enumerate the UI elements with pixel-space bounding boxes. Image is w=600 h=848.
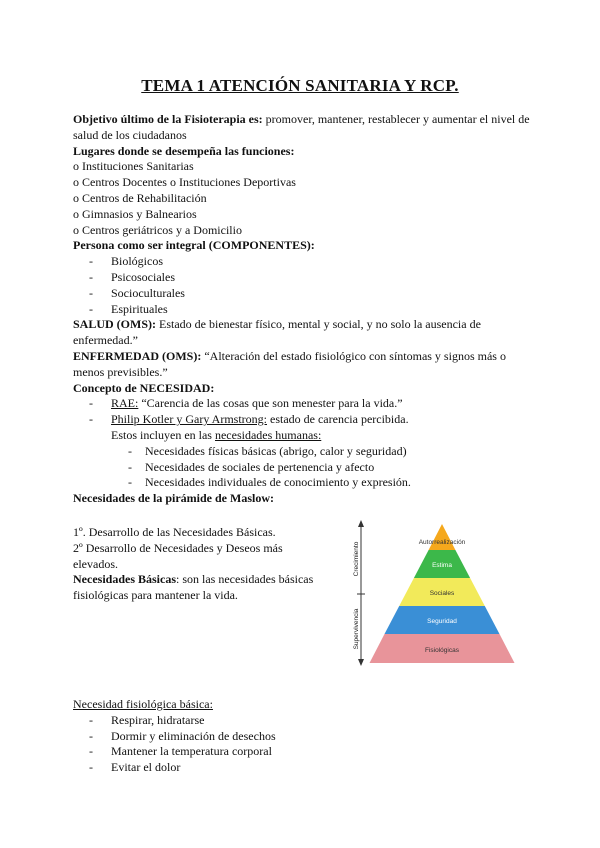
salud-text: Estado de bienestar físico, mental y social, y no solo la ausencia de enfermedad.” [73,317,481,348]
objetivo-paragraph [73,112,533,144]
lugares-item: o Centros geriátricos y a Domicilio [73,222,242,237]
list-item: - Dormir y eliminación de desechos [73,729,533,745]
pyramid-level-autorrealizacion [429,524,456,550]
list-item: - Espirituales [73,302,533,318]
page-title: TEMA 1 ATENCIÓN SANITARIA Y RCP. [141,76,459,95]
lugares-heading: Lugares donde se desempeña las funciones: [73,143,295,158]
axis-label-bottom: Supervivencia [353,608,360,650]
lugares-item: o Centros de Rehabilitación [73,190,207,205]
axis-arrow-up [358,520,364,527]
necesidad-heading: Concepto de NECESIDAD: [73,380,215,395]
necesidades-humanas-label: necesidades humanas: [214,427,322,442]
rae-text: “Carencia de las cosas que son menester para la vida.” [138,396,403,411]
maslow-section [73,516,533,671]
incluyen-paragraph: Estos incluyen en las necesidades humanas: [111,427,322,442]
pyramid-label-autorrealizacion: Autorrealización [418,538,466,546]
fisiologica-heading: Necesidad fisiológica básica: [73,696,213,711]
persona-heading: Persona como ser integral (COMPONENTES): [73,238,315,253]
maslow-pyramid [348,516,518,666]
list-item: - Necesidades individuales de conocimiento y expresión. [73,475,533,491]
maslow-heading: Necesidades de la pirámide de Maslow: [73,491,274,506]
list-item: - Necesidades de sociales de pertenencia y afecto [73,460,533,476]
kotler-text: estado de carencia percibida. [267,412,409,427]
list-item: - Necesidades físicas básicas (abrigo, calor y seguridad) [73,444,533,460]
list-item: - Evitar el dolor [73,760,533,776]
list-item: - Biológicos [73,254,533,270]
objetivo-text: promover, mantener, restablecer y aumentar el nivel de salud de los ciudadanos [73,112,530,142]
maslow-line-2: 2º Desarrollo de Necesidades y Deseos más elevados. [73,540,283,571]
pyramid-label-sociales: Sociales [429,589,455,597]
document-content [73,112,533,776]
list-item: - Psicosociales [73,270,533,286]
list-item: - Respirar, hidratarse [73,713,533,729]
maslow-line-1: 1º. Desarrollo de las Necesidades Básicas. [73,524,276,539]
lugares-item: o Gimnasios y Balnearios [73,206,197,221]
basicas-label: Necesidades Básicas [73,572,176,587]
pyramid-label-fisiologicas: Fisiológicas [425,646,459,654]
rae-label: RAE: [111,396,139,411]
enfermedad-paragraph [73,349,533,381]
fisiologica-list [73,713,533,776]
persona-list [73,254,533,317]
list-item: - Socioculturales [73,286,533,302]
axis-label-top: Crecimiento [353,541,360,577]
enfermedad-label: ENFERMEDAD (OMS): [73,348,202,363]
lugares-item: o Instituciones Sanitarias [73,159,194,174]
salud-label: SALUD (OMS): [73,317,156,332]
salud-paragraph [73,317,533,349]
list-item [73,396,533,412]
list-item: - Mantener la temperatura corporal [73,744,533,760]
lugares-item: o Centros Docentes o Instituciones Deportivas [73,175,296,190]
objetivo-label: Objetivo último de la Fisioterapia es: [73,112,263,126]
list-item [73,412,533,428]
pyramid-label-estima: Estima [432,561,452,569]
pyramid-label-seguridad: Seguridad [427,617,457,625]
axis-arrow-down [358,659,364,666]
basicas-text: : son las necesidades básicas fisiológicas para mantener la vida. [73,572,314,603]
necesidades-humanas-list [73,444,533,491]
kotler-label: Philip Kotler y Gary Armstrong: [111,412,267,427]
necesidad-list [73,396,533,428]
maslow-text [73,525,323,604]
basicas-paragraph [73,572,323,604]
enfermedad-text: “Alteración del estado fisiológico con síntomas y signos más o menos previsibles.” [73,348,506,379]
